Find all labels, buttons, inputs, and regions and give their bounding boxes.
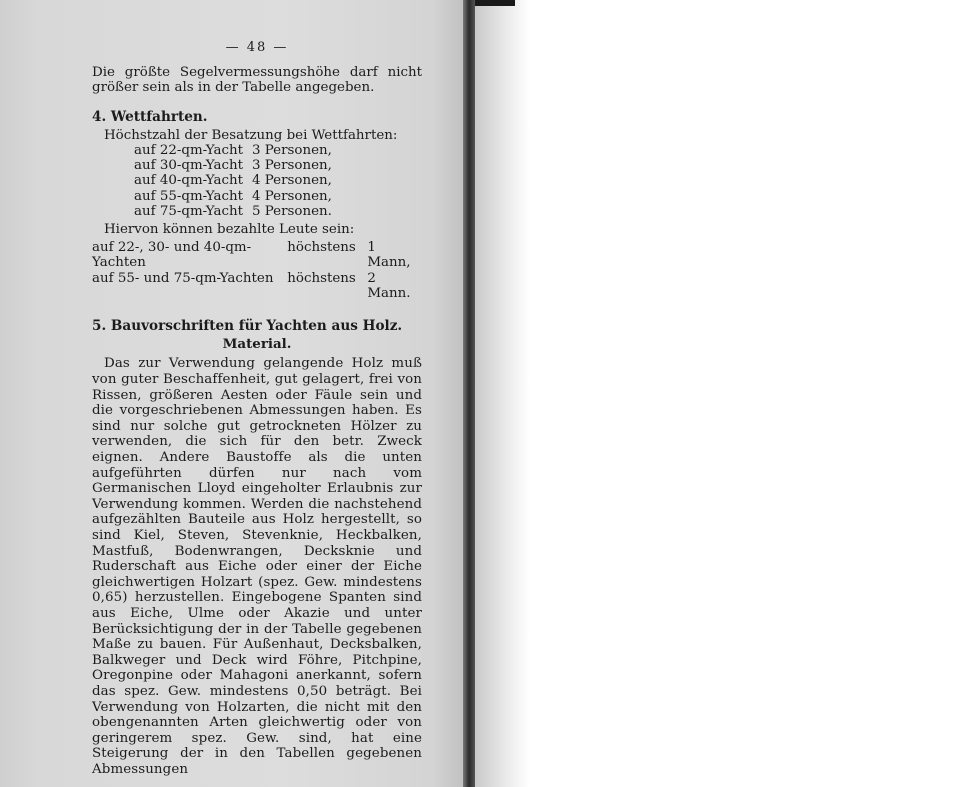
section-4-heading: 4. Wettfahrten. [92,108,208,125]
crew-count: 4 Personen, [252,173,332,189]
scan-edge-mark [475,0,515,6]
crew-count: 5 Personen. [252,203,332,219]
paid-crew-lead: Hiervon können bezahlte Leute sein: [104,222,355,238]
yacht-class: auf 75-qm-Yacht [134,203,243,219]
paid-count: 2 Mann. [367,270,411,301]
crew-count: 3 Personen, [252,158,332,174]
page-number: — 48 — [225,40,289,55]
crew-row [134,204,422,219]
intro-paragraph: Die größte Segelvermessungshöhe darf nicht größer sein als in der Tabelle angegeben. [92,65,422,96]
gutter-shadow [475,0,530,787]
paid-yacht-classes: auf 55- und 75-qm-Yachten [92,270,274,286]
paid-crew-row [92,240,422,270]
book-gutter [463,0,475,787]
material-paragraph: Das zur Verwendung gelangende Holz muß von guter Beschaffenheit, gut gelagert, frei von Rissen, größeren Aesten oder Fäule sein und die vorgeschriebenen Abmessungen haben. Es sind nur solche gut getrockneten Hölzer zu verwenden, die sich für den betr. Zweck eignen. Andere Baustoffe als die unten aufgeführten dürfen nur nach vom Germanischen Lloyd eingeholter Erlaubnis zur Verwendung kommen. Werden die nachstehend aufgezählten Bauteile aus Holz hergestellt, so sind Kiel, Steven, Stevenknie, Heckbalken, Mastfuß, Bodenwrangen, Decksknie und Ruderschaft aus Eiche oder einer der Eiche gleichwertigen Holzart (spez. Gew. mindestens 0,65) herzustellen. Eingebogene Spanten sind aus Eiche, Ulme oder Akazie und unter Berücksichtigung der in der Tabelle gegebenen Maße zu bauen. Für Außenhaut, Decksbalken, Balkweger und Deck wird Föhre, Pitchpine, Oregonpine oder Mahagoni anerkannt, sofern das spez. Gew. mindestens 0,50 beträgt. Bei Verwendung von Holzarten, die nicht mit den obengenannten Arten gleichwertig oder von geringerem spez. Gew. sind, hat eine Steigerung der in den Tabellen gegebenen Abmessungen [92,356,422,777]
crew-count: 3 Personen, [252,143,332,159]
crew-count: 4 Personen, [252,188,332,204]
crew-table [134,143,422,219]
yacht-class: auf 22-qm-Yacht [134,143,243,159]
crew-row [134,158,422,173]
yacht-class: auf 40-qm-Yacht [134,173,243,189]
book-page [92,40,422,777]
crew-row [134,143,422,158]
material-subheading: Material. [222,336,292,353]
section-5-heading: 5. Bauvorschriften für Yachten aus Holz. [92,318,403,335]
paid-max-label: höchstens [287,240,356,256]
yacht-class: auf 55-qm-Yacht [134,188,243,204]
paid-yacht-classes: auf 22-, 30- und 40-qm-Yachten [92,240,252,271]
yacht-class: auf 30-qm-Yacht [134,158,243,174]
paid-max-label: höchstens [287,270,356,286]
paid-crew-row [92,271,422,301]
crew-row [134,173,422,188]
paid-crew-table [92,240,422,301]
crew-lead: Höchstzahl der Besatzung bei Wettfahrten: [104,127,398,143]
paid-count: 1 Mann, [367,240,411,271]
crew-row [134,189,422,204]
